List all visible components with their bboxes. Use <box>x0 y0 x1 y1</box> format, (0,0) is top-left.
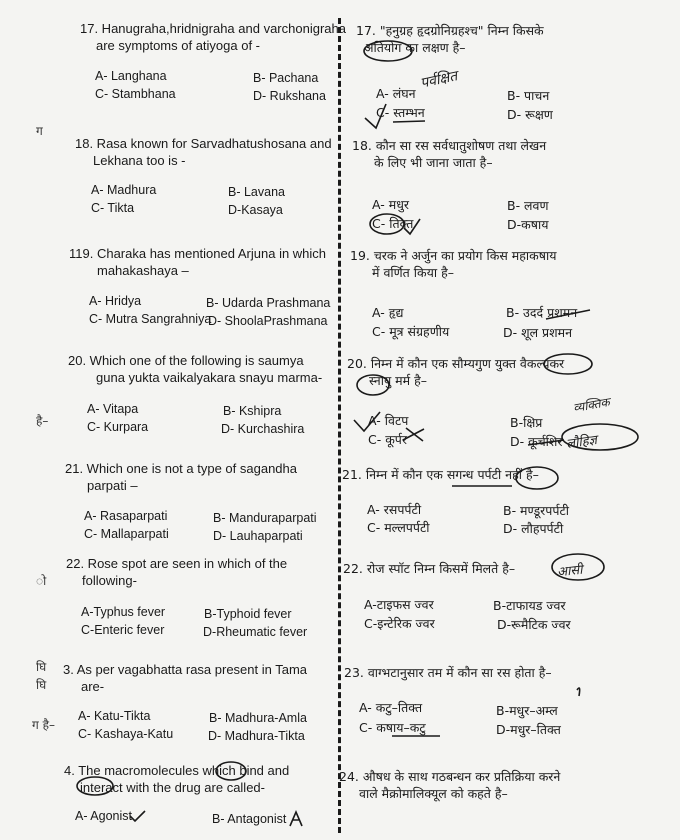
option-a: A- मधुर <box>372 197 410 212</box>
option-a: A- Rasaparpati <box>84 509 168 523</box>
question-21-en <box>65 460 297 494</box>
column-divider <box>338 18 341 833</box>
option-c: C- कूर्पर <box>368 432 408 447</box>
option-c: C- Stambhana <box>95 87 176 101</box>
option-d: D-Kasaya <box>228 203 283 217</box>
question-text: 24. औषध के साथ गठबन्धन कर प्रतिक्रिया करने <box>339 769 561 784</box>
question-text-line2: Lekhana too is - <box>93 153 186 168</box>
question-text-line2: में वर्णित किया है– <box>372 265 454 280</box>
question-24-hi <box>339 768 560 802</box>
option-a: A- Katu-Tikta <box>78 709 151 723</box>
option-b: B- Antagonist <box>212 812 287 826</box>
option-b: B-क्षिप्र <box>510 415 543 430</box>
option-d: D- ShoolaPrashmana <box>208 314 328 328</box>
option-b: B- मण्डूरपर्पटी <box>503 503 570 518</box>
option-a: A- Langhana <box>95 69 167 83</box>
question-text: 21. Which one is not a type of sagandha <box>65 461 297 476</box>
option-d: D-रूमैटिक ज्वर <box>497 617 571 632</box>
question-text: 20. Which one of the following is saumya <box>68 353 304 368</box>
option-b: B-मधुर–अम्ल <box>496 703 558 718</box>
question-23-hi <box>344 664 552 681</box>
margin-note: ो <box>36 574 47 588</box>
option-c: C- तिक्त <box>372 216 414 231</box>
option-d: D-कषाय <box>507 217 549 232</box>
question-22-hi <box>343 560 515 577</box>
handwritten-note: लौहिज्ञ <box>565 432 598 453</box>
option-d: D- रूक्षण <box>507 107 553 122</box>
handwritten-note: व्यक्तिक <box>572 394 611 416</box>
question-text-line2: parpati – <box>87 478 138 493</box>
handwritten-note: आसी <box>556 562 584 581</box>
question-text-line2: के लिए भी जाना जाता है– <box>374 155 493 170</box>
option-b: B- लवण <box>507 198 549 213</box>
question-text: 22. रोज स्पॉट निम्न किसमें मिलते है– <box>343 561 516 576</box>
option-a: A- लंघन <box>376 86 416 101</box>
question-text-line2: are- <box>81 679 105 694</box>
option-d: D-मधुर–तिक्त <box>496 722 561 737</box>
question-text: 4. The macromolecules which bind and <box>64 763 290 778</box>
check-mark <box>130 811 145 821</box>
option-a: A- Madhura <box>91 183 157 197</box>
option-c: C-Enteric fever <box>81 623 165 637</box>
option-c: C- Kashaya-Katu <box>78 727 174 741</box>
option-a: A-टाइफस ज्वर <box>364 597 434 612</box>
option-a: A- विटप <box>368 413 409 428</box>
question-text-line2: guna yukta vaikalyakara snayu marma- <box>96 370 323 385</box>
question-text: 17. Hanugraha,hridnigraha and varchonigraha <box>80 21 346 36</box>
question-text: 18. Rasa known for Sarvadhatushosana and <box>75 136 332 151</box>
question-text-line2: are symptoms of atiyoga of - <box>96 38 261 53</box>
option-c: C- Kurpara <box>87 420 149 434</box>
question-23-en <box>63 661 307 695</box>
question-18-hi <box>352 137 546 171</box>
pen-scribble <box>290 812 302 826</box>
option-b: B- Madhura-Amla <box>209 711 307 725</box>
question-text: 119. Charaka has mentioned Arjuna in which <box>69 246 327 261</box>
option-b: B- Pachana <box>253 71 319 85</box>
question-text: 18. कौन सा रस सर्वधातुशोषण तथा लेखन <box>352 138 547 153</box>
option-b: B- उदर्द प्रशमन <box>506 305 578 320</box>
option-a: A- Agonist <box>75 809 132 823</box>
question-19-hi <box>350 247 556 281</box>
option-c: C- Mallaparpati <box>84 527 169 541</box>
option-b: B-Typhoid fever <box>204 607 292 621</box>
option-b: B- Lavana <box>228 185 285 199</box>
handwritten-note: पर्वक्षित <box>418 68 459 92</box>
question-text-line2: वाले मैक्रोमालिक्यूल को कहते है– <box>359 786 508 801</box>
margin-note: घि <box>36 678 47 692</box>
margin-note: ग है– <box>32 718 55 732</box>
question-17-hi <box>356 22 544 56</box>
question-text: 20. निम्न में कौन एक सौम्यगुण युक्त वैकल्यकर <box>347 356 565 371</box>
question-21-hi <box>342 466 539 483</box>
option-b: B- Kshipra <box>223 404 282 418</box>
question-text-line2: following- <box>82 573 137 588</box>
question-24-en <box>64 762 289 796</box>
option-a: A- हृद्य <box>372 305 404 320</box>
question-text: 21. निम्न में कौन एक सगन्ध पर्पटी नहीं है– <box>342 467 539 482</box>
question-text: 22. Rose spot are seen in which of the <box>66 556 288 571</box>
margin-note: घि <box>36 660 47 674</box>
option-c: C- मूत्र संग्रहणीय <box>372 324 450 339</box>
question-text-line2: mahakashaya – <box>97 263 189 278</box>
question-text: 17. "हनुग्रह हृदग्रोनिग्रहश्च" निम्न किसके <box>356 23 544 38</box>
question-text: 19. चरक ने अर्जुन का प्रयोग किस महाकषाय <box>350 248 557 263</box>
pen-scribble <box>577 688 580 696</box>
option-a: A- कटु–तिक्त <box>359 700 423 715</box>
option-c: C- Mutra Sangrahniya <box>89 312 212 326</box>
option-a: A- Vitapa <box>87 402 139 416</box>
margin-note: है– <box>36 414 49 428</box>
option-d: D- शूल प्रशमन <box>503 325 573 340</box>
option-d: D- Rukshana <box>253 89 326 103</box>
option-c: C- Tikta <box>91 201 135 215</box>
question-20-en <box>68 352 322 386</box>
question-22-en <box>66 555 287 589</box>
option-c: C-इन्टेरिक ज्वर <box>364 616 435 631</box>
question-18-en <box>75 135 332 169</box>
question-20-hi <box>347 355 564 389</box>
option-d: D- कूर्चशिर <box>510 434 563 449</box>
option-d: D- Lauhaparpati <box>213 529 303 543</box>
question-text: 3. As per vagabhatta rasa present in Tama <box>63 662 308 677</box>
option-d: D-Rheumatic fever <box>203 625 308 639</box>
option-b: B- Udarda Prashmana <box>206 296 331 310</box>
option-d: D- लौहपर्पटी <box>503 521 564 536</box>
question-text: 23. वाग्भटानुसार तम में कौन सा रस होता है– <box>344 665 552 680</box>
question-text-line2: अतियोग का लक्षण है– <box>364 40 466 55</box>
option-c: C- स्तम्भन <box>376 105 425 120</box>
option-b: B-टाफायड ज्वर <box>493 598 566 613</box>
question-text-line2: interact with the drug are called- <box>80 780 265 795</box>
option-a: A- रसपर्पटी <box>367 502 422 517</box>
option-c: C- कषाय–कटु <box>359 720 426 735</box>
option-a: A-Typhus fever <box>81 605 166 619</box>
option-d: D- Madhura-Tikta <box>208 729 305 743</box>
option-d: D- Kurchashira <box>221 422 305 436</box>
question-17-en <box>80 20 346 54</box>
underline-mark <box>393 121 425 122</box>
option-a: A- Hridya <box>89 294 142 308</box>
margin-note: ग <box>36 124 43 138</box>
option-b: B- पाचन <box>507 88 550 103</box>
option-b: B- Manduraparpati <box>213 511 317 525</box>
option-c: C- मल्लपर्पटी <box>367 520 430 535</box>
question-text-line2: स्नायु मर्म है– <box>369 373 427 388</box>
question-19-en <box>69 245 326 279</box>
